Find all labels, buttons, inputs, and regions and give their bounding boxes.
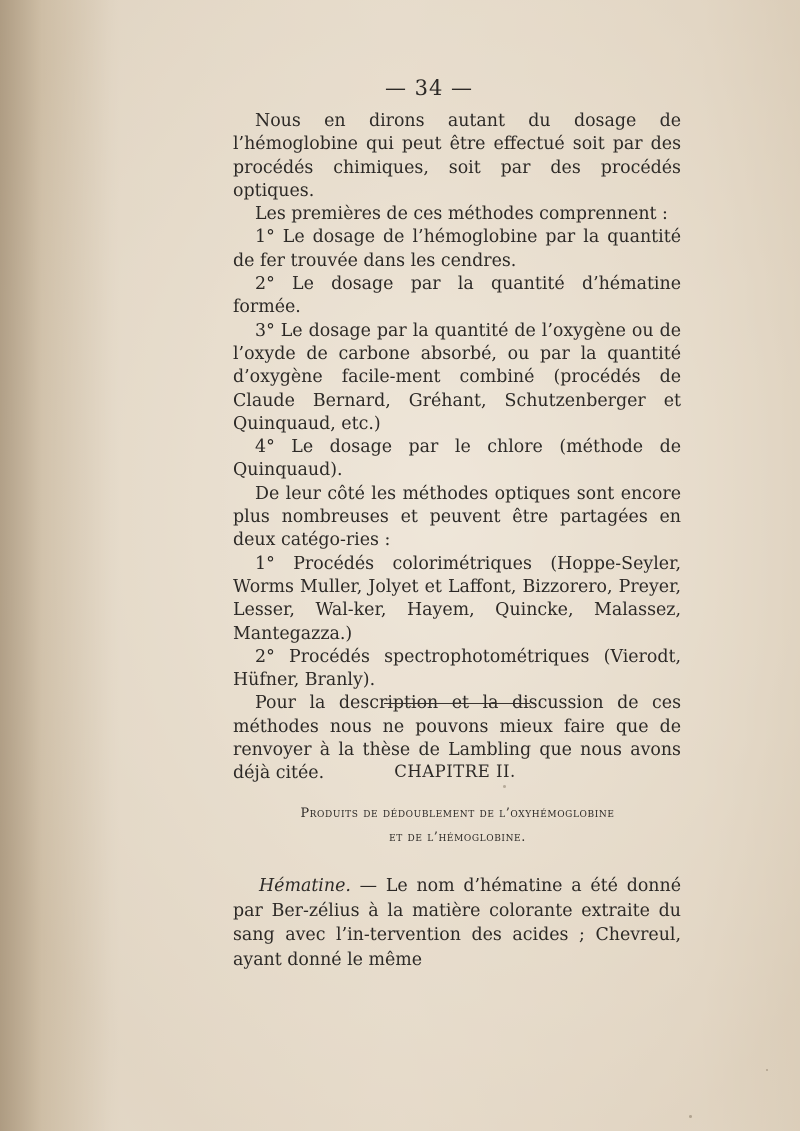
body-text (233, 110, 681, 786)
paragraph: Les premières de ces méthodes comprennent : (255, 204, 668, 225)
chapter-subtitle-line-1: Produits de dédoublement de l’oxyhémoglobine (300, 806, 615, 821)
paragraph: 2° Le dosage par la quantité d’hématine formée. (233, 274, 681, 318)
page-edge-shadow (0, 0, 120, 1131)
paper-speck (503, 785, 506, 788)
paragraph: 3° Le dosage par la quantité de l’oxygène ou de l’oxyde de carbone absorbé, ou par la quantité d’oxygène facile-ment combiné (procédés de Claude Bernard, Gréhant, Schutzenberger et Quinquaud, etc.) (233, 320, 681, 434)
paragraph: 1° Procédés colorimétriques (Hoppe-Seyler, Worms Muller, Jolyet et Laffont, Bizzorero, Preyer, Lesser, Wal-ker, Hayem, Quincke, Malassez, Mantegazza.) (233, 553, 681, 644)
paragraph: 2° Procédés spectrophotométriques (Vierodt, Hüfner, Branly). (233, 646, 681, 691)
chapter-subtitle-line-2: et de l’hémoglobine. (389, 830, 526, 845)
section-term: Hématine. (259, 876, 351, 896)
paragraph: De leur côté les méthodes optiques sont encore plus nombreuses et peuvent être partagées en deux catégo-ries : (233, 483, 681, 551)
paragraph: Nous en dirons autant du dosage de l’hémoglobine qui peut être effectué soit par des procédés chimiques, soit par des procédés optiques. (233, 111, 681, 201)
paragraph: 4° Le dosage par le chlore (méthode de Quinquaud). (233, 437, 681, 481)
paragraph: Pour la description et la discussion de ces méthodes nous ne pouvons mieux faire que de renvoyer à la thèse de Lambling que nous avons déjà citée. (233, 693, 681, 784)
section-body: — Le nom d’hématine a été donné par Ber-zélius à la matière colorante extraite du sang avec l’in-tervention des acides ; Chevreul, ayant donné le même (233, 876, 681, 970)
paper-speck (689, 1115, 692, 1118)
paper-speck (766, 1069, 768, 1071)
chapter-title: CHAPITRE II. (394, 762, 516, 781)
section-divider (384, 703, 530, 704)
section-text (233, 874, 681, 972)
section-paragraph (233, 874, 681, 972)
paragraph: 1° Le dosage de l’hémoglobine par la quantité de fer trouvée dans les cendres. (233, 227, 681, 271)
page-number: — 34 — (384, 76, 474, 100)
